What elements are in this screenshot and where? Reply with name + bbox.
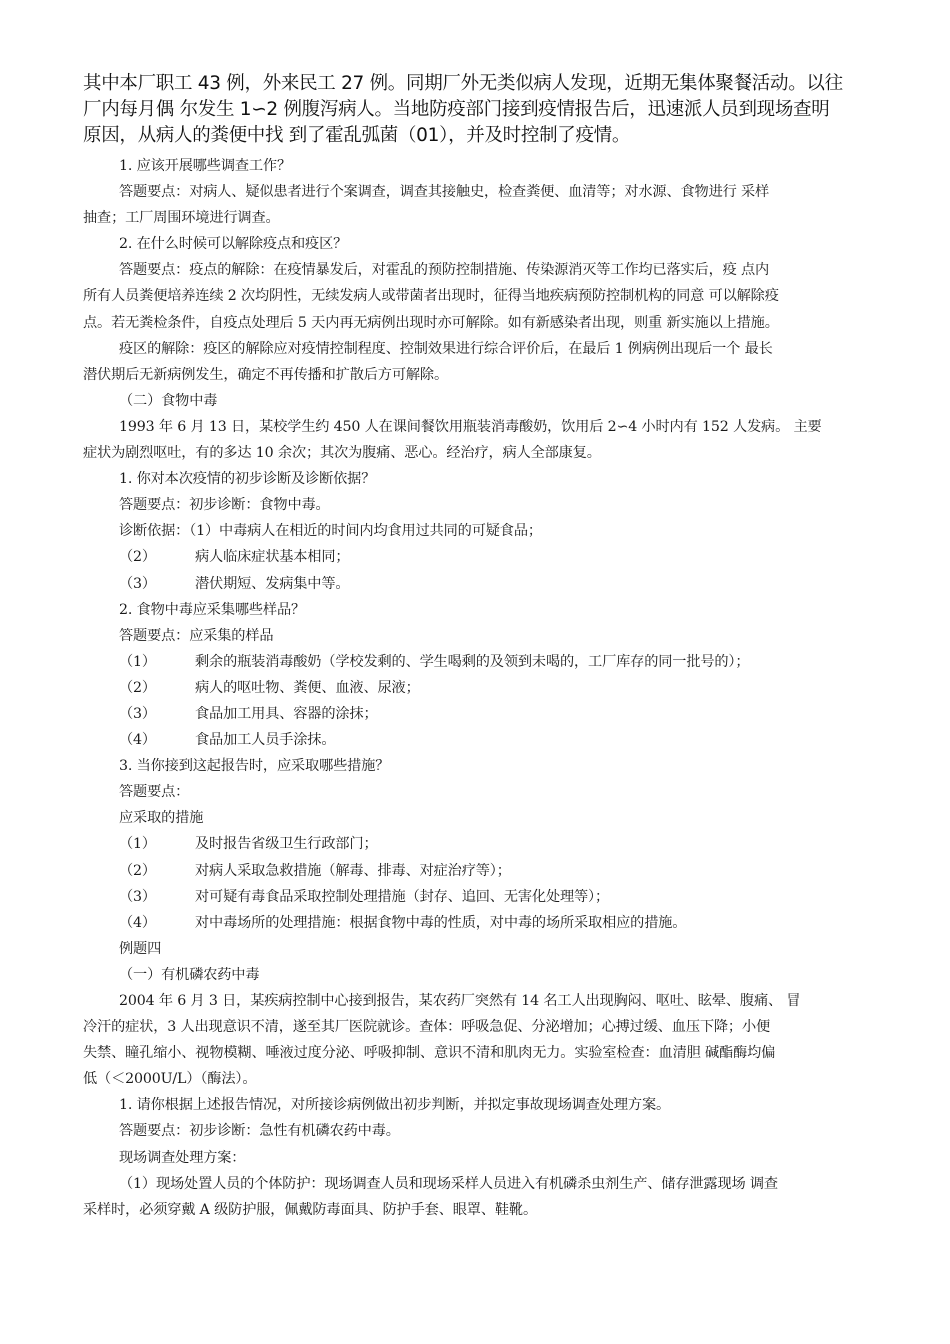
item-text: 食品加工人员手涂抹。 xyxy=(195,732,336,749)
intro-line: 原因，从病人的粪便中找 到了霍乱弧菌（01），并及时控制了疫情。 xyxy=(83,125,631,146)
item-number: （3） xyxy=(119,575,156,592)
food-basis: 诊断依据：（1）中毒病人在相近的时间内均食用过共同的可疑食品； xyxy=(119,523,542,540)
cholera-answer-1-line: 答题要点：对病人、疑似患者进行个案调查，调查其接触史，检查粪便、血清等；对水源、食物进行 采样 xyxy=(119,184,770,201)
measure-item xyxy=(83,858,872,884)
food-question-2: 2. 食物中毒应采集哪些样品？ xyxy=(119,601,306,618)
item-text: 对可疑有毒食品采取控制处理措施（封存、追回、无害化处理等）； xyxy=(195,888,610,905)
organophosphate-case-line: 2004 年 6 月 3 日，某疾病控制中心接到报告，某农药厂突然有 14 名工人出现胸闷、呕吐、眩晕、腹痛、 冒 xyxy=(119,993,801,1009)
intro-paragraph xyxy=(83,71,872,149)
food-heading: （二）食物中毒 xyxy=(119,392,218,409)
food-answer-2: 答题要点：应采集的样品 xyxy=(119,627,274,644)
organophosphate-case-line: 冷汗的症状，3 人出现意识不清，遂至其厂医院就诊。查体：呼吸急促、分泌增加；心搏过缓、血压下降；小便 xyxy=(83,1019,771,1036)
cholera-answer-2-line: 点。若无粪检条件，自疫点处理后 5 天内再无病例出现时亦可解除。如有新感染者出现，则重 新实施以上措施。 xyxy=(83,314,779,331)
cholera-answer-3-line: 潜伏期后无新病例发生，确定不再传播和扩散后方可解除。 xyxy=(83,366,448,383)
item-number: （1） xyxy=(119,836,156,853)
item-text: 病人的呕吐物、粪便、血液、尿液； xyxy=(195,679,420,696)
item-text: 潜伏期短、发病集中等。 xyxy=(195,575,350,592)
organophosphate-question-1: 1. 请你根据上述报告情况，对所接诊病例做出初步判断，并拟定事故现场调查处理方案。 xyxy=(119,1097,671,1114)
item-number: （4） xyxy=(119,914,156,931)
item-text: 剩余的瓶装消毒酸奶（学校发剩的、学生喝剩的及领到未喝的，工厂库存的同一批号的）； xyxy=(195,653,750,670)
item-number: （2） xyxy=(119,679,156,696)
item-number: （4） xyxy=(119,732,156,749)
item-number: （2） xyxy=(119,862,156,879)
measure-item xyxy=(83,884,872,910)
cholera-answer-3-line: 疫区的解除：疫区的解除应对疫情控制程度、控制效果进行综合评价后，在最后 1 例病例出现后一个 最长 xyxy=(119,340,773,357)
measures-title: 应采取的措施 xyxy=(119,810,204,827)
item-number: （3） xyxy=(119,888,156,905)
food-answer-3: 答题要点： xyxy=(119,784,190,801)
item-text: 及时报告省级卫生行政部门； xyxy=(195,836,378,853)
item-text: 对中毒场所的处理措施：根据食物中毒的性质，对中毒的场所采取相应的措施。 xyxy=(195,914,687,931)
sample-item xyxy=(83,727,872,753)
item-number: （1） xyxy=(119,653,156,670)
item-text: 病人临床症状基本相同； xyxy=(195,549,350,566)
food-case-line: 症状为剧烈呕吐，有的多达 10 余次；其次为腹痛、恶心。经治疗，病人全部康复。 xyxy=(83,445,601,462)
food-question-3: 3. 当你接到这起报告时，应采取哪些措施？ xyxy=(119,758,390,775)
cholera-question-2: 2. 在什么时候可以解除疫点和疫区？ xyxy=(119,236,348,253)
food-case-line: 1993 年 6 月 13 日，某校学生约 450 人在课间餐饮用瓶装消毒酸奶，饮用后 2∽4 小时内有 152 人发病。 主要 xyxy=(119,418,822,435)
item-text: 食品加工用具、容器的涂抹； xyxy=(195,705,378,722)
organophosphate-case-line: 低（＜2000U/L）（酶法）。 xyxy=(83,1071,257,1088)
food-question-1: 1. 你对本次疫情的初步诊断及诊断依据？ xyxy=(119,471,376,488)
cholera-answer-2-line: 答题要点：疫点的解除：在疫情暴发后，对霍乱的预防控制措施、传染源消灭等工作均已落实后，疫 点内 xyxy=(119,262,770,279)
food-answer-1: 答题要点：初步诊断：食物中毒。 xyxy=(119,497,330,514)
item-text: 对病人采取急救措施（解毒、排毒、对症治疗等）； xyxy=(195,862,511,879)
intro-line: 厂内每月偶 尔发生 1∽2 例腹泻病人。当地防疫部门接到疫情报告后，迅速派人员到现场查明 xyxy=(83,99,830,120)
item-number: （2） xyxy=(119,549,156,566)
sample-item xyxy=(83,701,872,727)
measure-item xyxy=(83,831,872,857)
food-basis-item xyxy=(83,544,872,570)
intro-line: 其中本厂职工 43 例，外来民工 27 例。同期厂外无类似病人发现，近期无集体聚餐活动。以往 xyxy=(83,73,843,94)
sample-item xyxy=(83,649,872,675)
organophosphate-heading: （一）有机磷农药中毒 xyxy=(119,966,260,983)
organophosphate-answer-1: 答题要点：初步诊断：急性有机磷农药中毒。 xyxy=(119,1123,400,1140)
cholera-answer-2-line: 所有人员粪便培养连续 2 次均阴性，无续发病人或带菌者出现时，征得当地疾病预防控制机构的同意 可以解除疫 xyxy=(83,288,779,305)
sample-item xyxy=(83,675,872,701)
example-4-title: 例题四 xyxy=(119,940,162,957)
protection-line: 采样时，必须穿戴 A 级防护服，佩戴防毒面具、防护手套、眼罩、鞋靴。 xyxy=(83,1201,537,1218)
food-basis-item xyxy=(83,571,872,597)
item-number: （3） xyxy=(119,705,156,722)
organophosphate-case-line: 失禁、瞳孔缩小、视物模糊、唾液过度分泌、呼吸抑制、意识不清和肌肉无力。实验室检查：血清胆 碱酯酶均偏 xyxy=(83,1045,776,1062)
protection-line: （1）现场处置人员的个体防护：现场调查人员和现场采样人员进入有机磷杀虫剂生产、储存泄露现场 调查 xyxy=(119,1175,778,1192)
investigation-plan-title: 现场调查处理方案： xyxy=(119,1149,246,1166)
cholera-answer-1-line: 抽查；工厂周围环境进行调查。 xyxy=(83,210,280,227)
cholera-question-1: 1. 应该开展哪些调查工作？ xyxy=(119,158,292,174)
measure-item xyxy=(83,910,872,936)
